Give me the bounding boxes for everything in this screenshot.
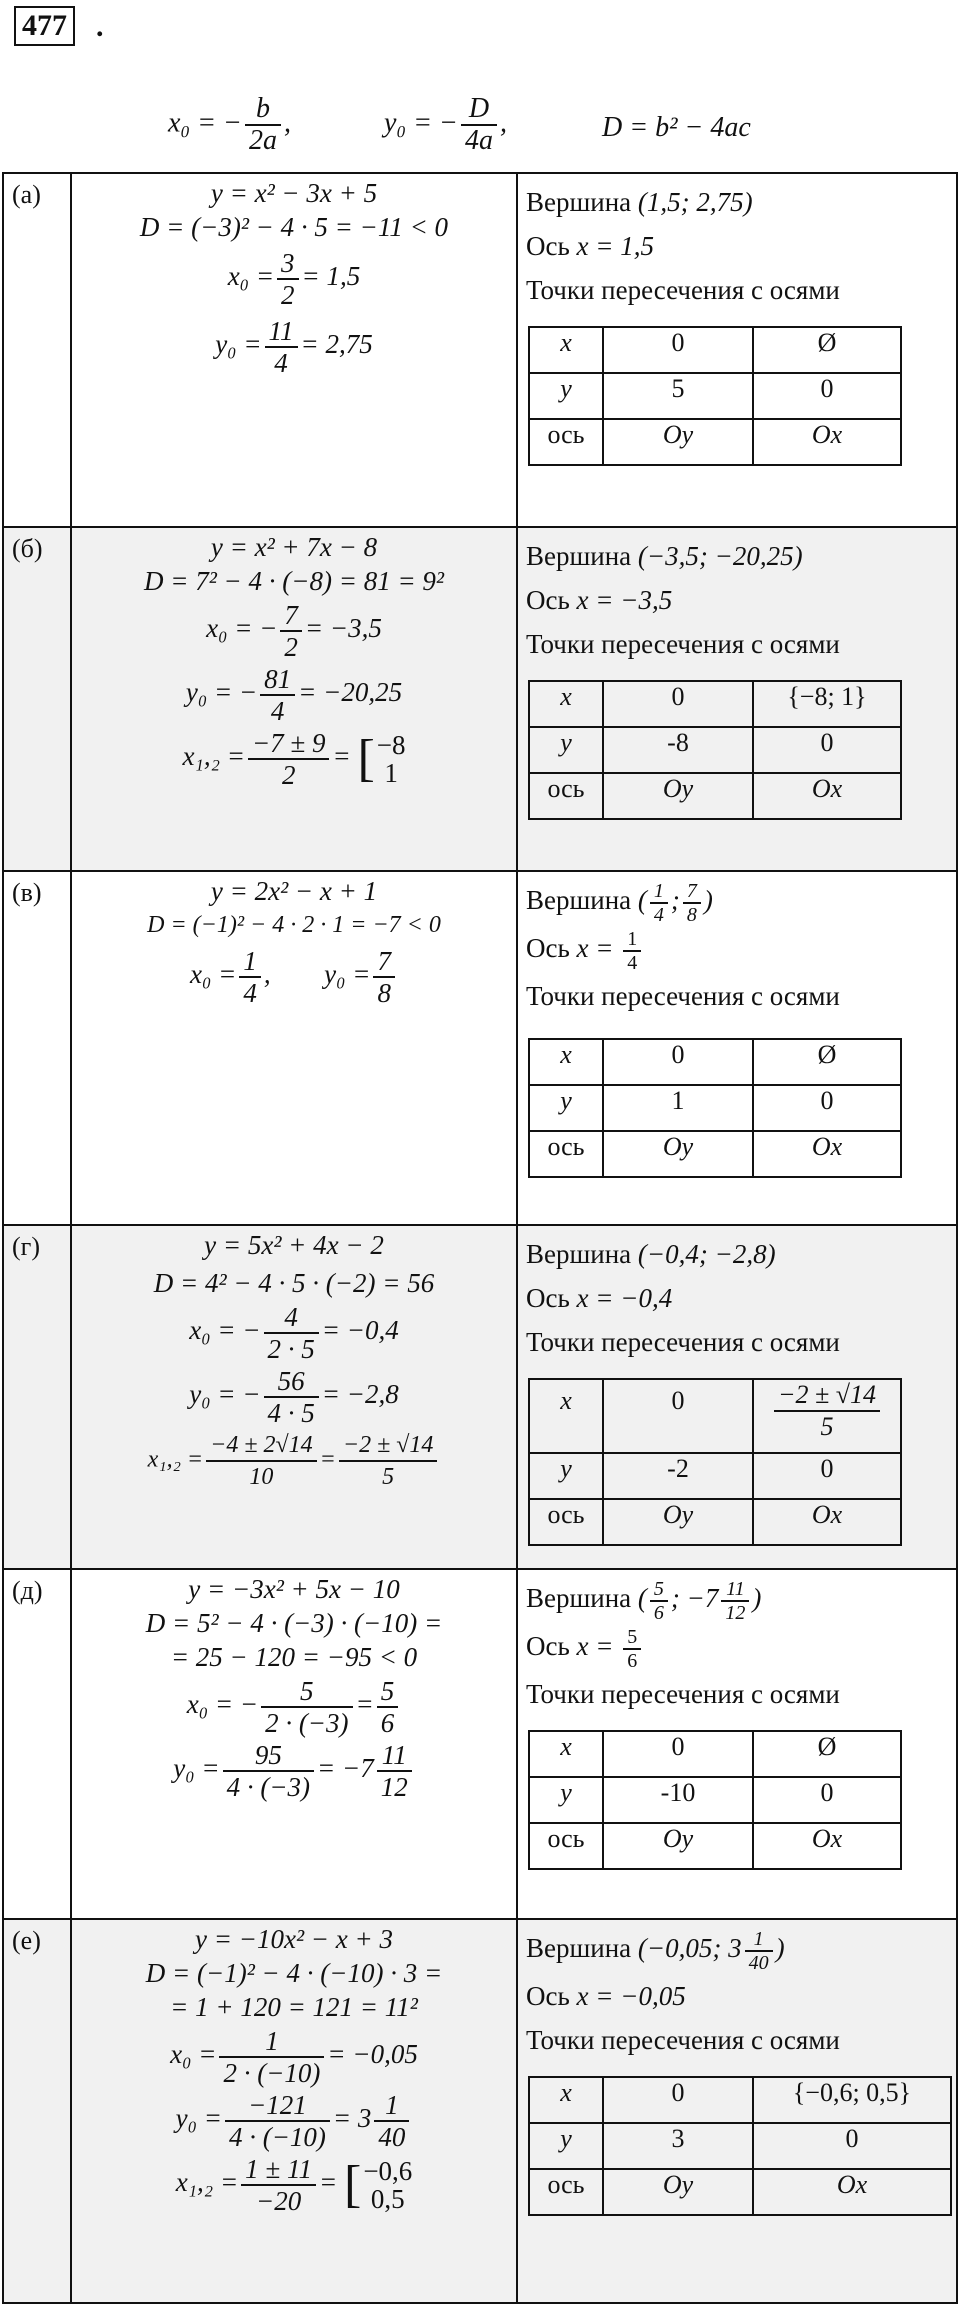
- roots-line: [72, 2154, 516, 2216]
- intersections-heading: Точки пересечения с осями: [526, 980, 840, 1011]
- cell: 0: [753, 1085, 901, 1131]
- part-summary: [517, 1919, 957, 2303]
- cell: -10: [603, 1777, 753, 1823]
- y0-left: y₀ =: [215, 329, 262, 360]
- function-line: y = x² − 3x + 5: [210, 178, 378, 208]
- cell: 0: [603, 1039, 753, 1085]
- x0-num: 7: [280, 600, 302, 632]
- vertex-line: [526, 1232, 956, 1276]
- vertex-den: 4: [653, 903, 664, 926]
- x0-den: 6: [380, 1708, 395, 1738]
- formula-x0-den: 2a: [248, 125, 277, 156]
- x0-line: [72, 1676, 516, 1738]
- part-label: (е): [3, 1919, 71, 2303]
- axis-num: 5: [623, 1626, 641, 1650]
- part-label: (в): [3, 871, 71, 1225]
- x0-left: x₀ = −: [189, 1315, 261, 1346]
- cell: Ox: [753, 1131, 901, 1177]
- x0-line: [72, 600, 516, 662]
- roots-num: −7 ± 9: [248, 728, 330, 760]
- y0-den: 4 · (−10): [228, 2122, 326, 2152]
- y0-left: y₀ = −: [185, 677, 258, 708]
- roots-num: 1 ± 11: [241, 2154, 316, 2186]
- axis-label: Ось: [526, 231, 570, 261]
- y0-right: = 2,75: [300, 329, 373, 360]
- x0-num: 5: [261, 1676, 352, 1708]
- intersections-heading: Точки пересечения с осями: [526, 1678, 840, 1709]
- discriminant-line: D = (−3)² − 4 · 5 = −11 < 0: [139, 212, 449, 242]
- vertex-label: Вершина: [526, 1239, 632, 1269]
- axis-label: Ось: [526, 585, 570, 615]
- part-summary: [517, 527, 957, 871]
- x0-line: [72, 248, 516, 310]
- cell: [753, 1379, 901, 1453]
- axis-den: 4: [627, 951, 638, 974]
- vertex-value: (−0,4; −2,8): [637, 1239, 776, 1269]
- x0-den: 2: [281, 280, 295, 310]
- axis-label: Ось: [526, 1283, 570, 1313]
- x0-den: 2 · (−3): [265, 1708, 349, 1738]
- part-work: [71, 1225, 517, 1569]
- y0-left: y₀ =: [175, 2103, 222, 2134]
- cell: Ø: [753, 1039, 901, 1085]
- part-row-b: [3, 527, 957, 871]
- roots-left: x₁,₂ =: [182, 741, 245, 772]
- x0-num: 4: [264, 1302, 319, 1334]
- cell: Oy: [603, 419, 753, 465]
- y0-right: = −2,8: [321, 1379, 399, 1410]
- part-summary: [517, 1569, 957, 1919]
- roots-left: x₁,₂ =: [147, 1446, 204, 1473]
- cell: 0: [753, 727, 901, 773]
- row-axis-label: ось: [529, 773, 603, 819]
- vertex-line: Вершина (−0,05; 3 $\frac{1}{40}$ ): [526, 1927, 785, 1974]
- axis-line: [526, 1276, 956, 1320]
- formula-discriminant: D = b² − 4ac: [602, 112, 751, 143]
- x0-num: 1: [219, 2026, 324, 2058]
- x0-den: 2 · (−10): [223, 2058, 321, 2088]
- function-line: y = x² + 7x − 8: [210, 532, 378, 562]
- vertex-value: (1,5; 2,75): [637, 187, 753, 217]
- axis-left: x =: [576, 932, 614, 963]
- cell: 3: [603, 2123, 753, 2169]
- roots-system: [ −8 1: [357, 730, 406, 788]
- discriminant-line-2: = 25 − 120 = −95 < 0: [170, 1642, 418, 1672]
- axis-label: Ось: [526, 932, 570, 963]
- cell: 0: [753, 1453, 901, 1499]
- x0-den: 2: [284, 632, 298, 662]
- cell: Oy: [603, 2169, 753, 2215]
- roots-system: [ −0,6 0,5: [343, 2156, 413, 2214]
- part-work: [71, 871, 517, 1225]
- x0-left: x₀ = −: [206, 613, 278, 644]
- y0-num: 56: [264, 1366, 319, 1398]
- axis-value: x = −3,5: [576, 585, 673, 615]
- y0-line: [72, 1366, 516, 1428]
- cell: Ox: [753, 773, 901, 819]
- y0-left: y₀ =: [173, 1753, 220, 1784]
- axis-value: x = 1,5: [576, 231, 655, 261]
- row-x-label: x: [529, 1039, 603, 1085]
- y0-den: 4 · 5: [267, 1398, 315, 1428]
- root-value: −0,6: [363, 2156, 413, 2186]
- axis-line: [526, 1974, 956, 2018]
- cell: Ox: [753, 1499, 901, 1545]
- part-label: (б): [3, 527, 71, 871]
- roots-den: 10: [249, 1464, 274, 1490]
- y0-den: 8: [377, 978, 391, 1008]
- x0-comma: ,: [263, 959, 271, 990]
- solution-table: [2, 172, 958, 2304]
- x0-num: 1: [239, 946, 261, 978]
- vertex-label: Вершина: [526, 1933, 632, 1963]
- x0-num: 5: [377, 1676, 399, 1708]
- x0-line: [72, 1302, 516, 1364]
- root-value: 0,5: [370, 2184, 405, 2214]
- cell-num: −2 ± √14: [774, 1380, 880, 1412]
- vertex-pre: −0,05; 3: [646, 1933, 742, 1963]
- x0-den: 2 · 5: [267, 1334, 315, 1364]
- vertex-label: Вершина: [526, 541, 632, 571]
- y0-fnum: 1: [374, 2090, 409, 2122]
- cell: 0: [753, 1777, 901, 1823]
- cell: {−8; 1}: [753, 681, 901, 727]
- roots-left: x₁,₂ =: [175, 2167, 239, 2198]
- part-work: [71, 173, 517, 527]
- cell: Oy: [603, 1131, 753, 1177]
- root-value: 1: [384, 758, 398, 788]
- problem-number: 477: [14, 6, 75, 46]
- root-value: −8: [376, 730, 406, 760]
- cell: Ox: [753, 1823, 901, 1869]
- formula-y0-left: y₀ = −: [384, 107, 458, 139]
- cell: 0: [753, 2123, 951, 2169]
- vertex-label: Вершина: [526, 187, 632, 217]
- row-y-label: y: [529, 2123, 603, 2169]
- discriminant-line-2: = 1 + 120 = 121 = 11²: [170, 1992, 418, 2022]
- vertex-value: (−3,5; −20,25): [637, 541, 803, 571]
- discriminant-line: D = 5² − 4 · (−3) · (−10) =: [145, 1608, 443, 1638]
- cell: 0: [603, 2077, 753, 2123]
- row-y-label: y: [529, 1085, 603, 1131]
- formula-x0-num: b: [245, 94, 281, 126]
- row-x-label: x: [529, 1731, 603, 1777]
- roots-den: −20: [255, 2186, 302, 2216]
- cell: 0: [753, 373, 901, 419]
- axis-line: [526, 224, 956, 268]
- x0-left: x₀ =: [190, 959, 237, 990]
- vertex-num: 7: [683, 880, 701, 904]
- part-summary: [517, 871, 957, 1225]
- intersections-table: [528, 1038, 902, 1178]
- function-line: y = 5x² + 4x − 2: [204, 1230, 384, 1260]
- y0-num: 11: [265, 316, 298, 348]
- y0-right: = −20,25: [298, 677, 403, 708]
- roots-num: −2 ± √14: [339, 1430, 438, 1462]
- problem-number-dot: .: [96, 10, 104, 43]
- part-row-e: [3, 1919, 957, 2303]
- cell-den: 5: [820, 1412, 834, 1441]
- cell: Ø: [753, 1731, 901, 1777]
- roots-den: 5: [382, 1464, 395, 1490]
- x0-right: = −0,05: [327, 2039, 418, 2070]
- axis-label: Ось: [526, 1980, 570, 2011]
- vertex-den: 12: [725, 1601, 746, 1624]
- axis-value: x = −0,05: [576, 1980, 686, 2011]
- axis-line: [526, 1624, 956, 1672]
- y0-num: 81: [260, 664, 295, 696]
- x0-line: [72, 2026, 516, 2088]
- discriminant-line: D = 4² − 4 · 5 · (−2) = 56: [153, 1268, 435, 1298]
- roots-eq: =: [319, 1446, 336, 1473]
- y0-left: y₀ =: [324, 959, 371, 990]
- roots-num: −4 ± 2√14: [206, 1430, 317, 1462]
- vertex-line: Вершина ( $\frac{5}{6}$ ; −7 $\frac{11}{12}$ ): [526, 1577, 762, 1624]
- cell: -8: [603, 727, 753, 773]
- cell: Ox: [753, 2169, 951, 2215]
- y0-line: [72, 664, 516, 726]
- part-label: (д): [3, 1569, 71, 1919]
- axis-value: x = −0,4: [576, 1283, 673, 1313]
- roots-line: [72, 728, 516, 790]
- y0-right: = 3: [332, 2103, 372, 2134]
- vertex-whole: ; −7: [670, 1583, 719, 1613]
- formula-y0: y₀ = − $\frac{D}{4a}$ ,: [384, 93, 507, 156]
- axis-den: 6: [627, 1649, 638, 1672]
- intersections-table: [528, 326, 902, 466]
- x0-left: x₀ =: [170, 2039, 217, 2070]
- x0-den: 4: [243, 978, 257, 1008]
- vertex-den: 8: [686, 903, 697, 926]
- y0-line: [72, 2090, 516, 2152]
- part-label: (г): [3, 1225, 71, 1569]
- row-y-label: y: [529, 1453, 603, 1499]
- part-summary: [517, 1225, 957, 1569]
- vertex-line: [526, 534, 956, 578]
- part-work: [71, 527, 517, 871]
- x0-num: 3: [277, 248, 299, 280]
- intersections-table: [528, 1378, 902, 1546]
- cell: Oy: [603, 1499, 753, 1545]
- intersections-table: [528, 680, 902, 820]
- vertex-line: [526, 180, 956, 224]
- part-row-v: [3, 871, 957, 1225]
- roots-line: [72, 1430, 516, 1492]
- cell: 5: [603, 373, 753, 419]
- row-y-label: y: [529, 727, 603, 773]
- part-label: (а): [3, 173, 71, 527]
- y0-fden: 40: [378, 2122, 406, 2152]
- x0-right: = −3,5: [304, 613, 382, 644]
- row-x-label: x: [529, 1379, 603, 1453]
- y0-line: [72, 1740, 516, 1802]
- cell: 0: [603, 681, 753, 727]
- axis-line: [526, 578, 956, 622]
- part-row-g: [3, 1225, 957, 1569]
- vertex-num: 5: [650, 1578, 668, 1602]
- row-x-label: x: [529, 681, 603, 727]
- y0-den: 4 · (−3): [226, 1772, 311, 1802]
- y0-den: 4: [270, 696, 285, 726]
- axis-label: Ось: [526, 1630, 570, 1661]
- cell: Ox: [753, 419, 901, 465]
- y0-num: 95: [223, 1740, 314, 1772]
- formula-x0: x₀ = − $\frac{b}{2a}$ ,: [168, 93, 291, 156]
- intersections-table: [528, 1730, 902, 1870]
- cell: -2: [603, 1453, 753, 1499]
- part-summary: [517, 173, 957, 527]
- function-line: y = −3x² + 5x − 10: [188, 1574, 400, 1604]
- cell: 1: [603, 1085, 753, 1131]
- y0-num: −121: [225, 2090, 330, 2122]
- row-axis-label: ось: [529, 1499, 603, 1545]
- y0-line: [72, 316, 516, 378]
- cell: 0: [603, 1379, 753, 1453]
- discriminant-line: D = (−1)² − 4 · (−10) · 3 =: [145, 1958, 443, 1988]
- x0-left: x₀ =: [227, 261, 275, 292]
- function-line: y = 2x² − x + 1: [210, 876, 378, 906]
- vertex-label: Вершина: [526, 885, 632, 915]
- intersections-heading: Точки пересечения с осями: [526, 275, 840, 305]
- vertex-line: Вершина ( $\frac{1}{4}$ ; $\frac{7}{8}$ ): [526, 879, 713, 926]
- x0-y0-line: [72, 946, 516, 1008]
- row-x-label: x: [529, 327, 603, 373]
- row-x-label: x: [529, 2077, 603, 2123]
- row-axis-label: ось: [529, 1823, 603, 1869]
- cell: {−0,6; 0,5}: [753, 2077, 951, 2123]
- axis-line: [526, 926, 956, 974]
- roots-den: 2: [281, 760, 296, 790]
- formula-y0-den: 4a: [464, 125, 493, 156]
- row-axis-label: ось: [529, 1131, 603, 1177]
- formula-y0-num: D: [461, 94, 497, 126]
- roots-eq: =: [319, 2167, 338, 2198]
- intersections-heading: Точки пересечения с осями: [526, 2024, 840, 2055]
- vertex-num: 11: [721, 1578, 749, 1602]
- vertex-num: 1: [650, 880, 668, 904]
- axis-left: x =: [576, 1630, 614, 1661]
- vertex-label: Вершина: [526, 1583, 632, 1613]
- y0-left: y₀ = −: [189, 1379, 261, 1410]
- cell: Oy: [603, 773, 753, 819]
- part-work: [71, 1569, 517, 1919]
- intersections-table: [528, 2076, 952, 2216]
- part-row-a: [3, 173, 957, 527]
- function-line: y = −10x² − x + 3: [195, 1924, 393, 1954]
- part-row-d: [3, 1569, 957, 1919]
- vertex-den: 6: [653, 1601, 664, 1624]
- x0-eq: =: [355, 1689, 374, 1720]
- cell: Oy: [603, 1823, 753, 1869]
- discriminant-line: D = 7² − 4 · (−8) = 81 = 9²: [143, 566, 445, 596]
- x0-right: = 1,5: [301, 261, 361, 292]
- y0-num: 7: [373, 946, 395, 978]
- cell: Ø: [753, 327, 901, 373]
- x0-right: = −0,4: [321, 1315, 399, 1346]
- y0-fden: 12: [380, 1772, 408, 1802]
- roots-eq: =: [332, 741, 351, 772]
- y0-right: = −7: [317, 1753, 374, 1784]
- y0-den: 4: [274, 348, 288, 378]
- cell: 0: [603, 1731, 753, 1777]
- row-axis-label: ось: [529, 2169, 603, 2215]
- header-formulas: [0, 94, 960, 174]
- part-work: [71, 1919, 517, 2303]
- discriminant-line: D = (−1)² − 4 · 2 · 1 = −7 < 0: [147, 912, 441, 938]
- vertex-den: 40: [748, 1951, 769, 1974]
- axis-num: 1: [623, 928, 641, 952]
- intersections-heading: Точки пересечения с осями: [526, 1327, 840, 1357]
- row-axis-label: ось: [529, 419, 603, 465]
- intersections-heading: Точки пересечения с осями: [526, 629, 840, 659]
- x0-left: x₀ = −: [186, 1689, 259, 1720]
- row-y-label: y: [529, 373, 603, 419]
- vertex-num: 1: [745, 1928, 773, 1952]
- y0-fnum: 11: [377, 1740, 412, 1772]
- row-y-label: y: [529, 1777, 603, 1823]
- cell: 0: [603, 327, 753, 373]
- formula-x0-left: x₀ = −: [168, 107, 242, 139]
